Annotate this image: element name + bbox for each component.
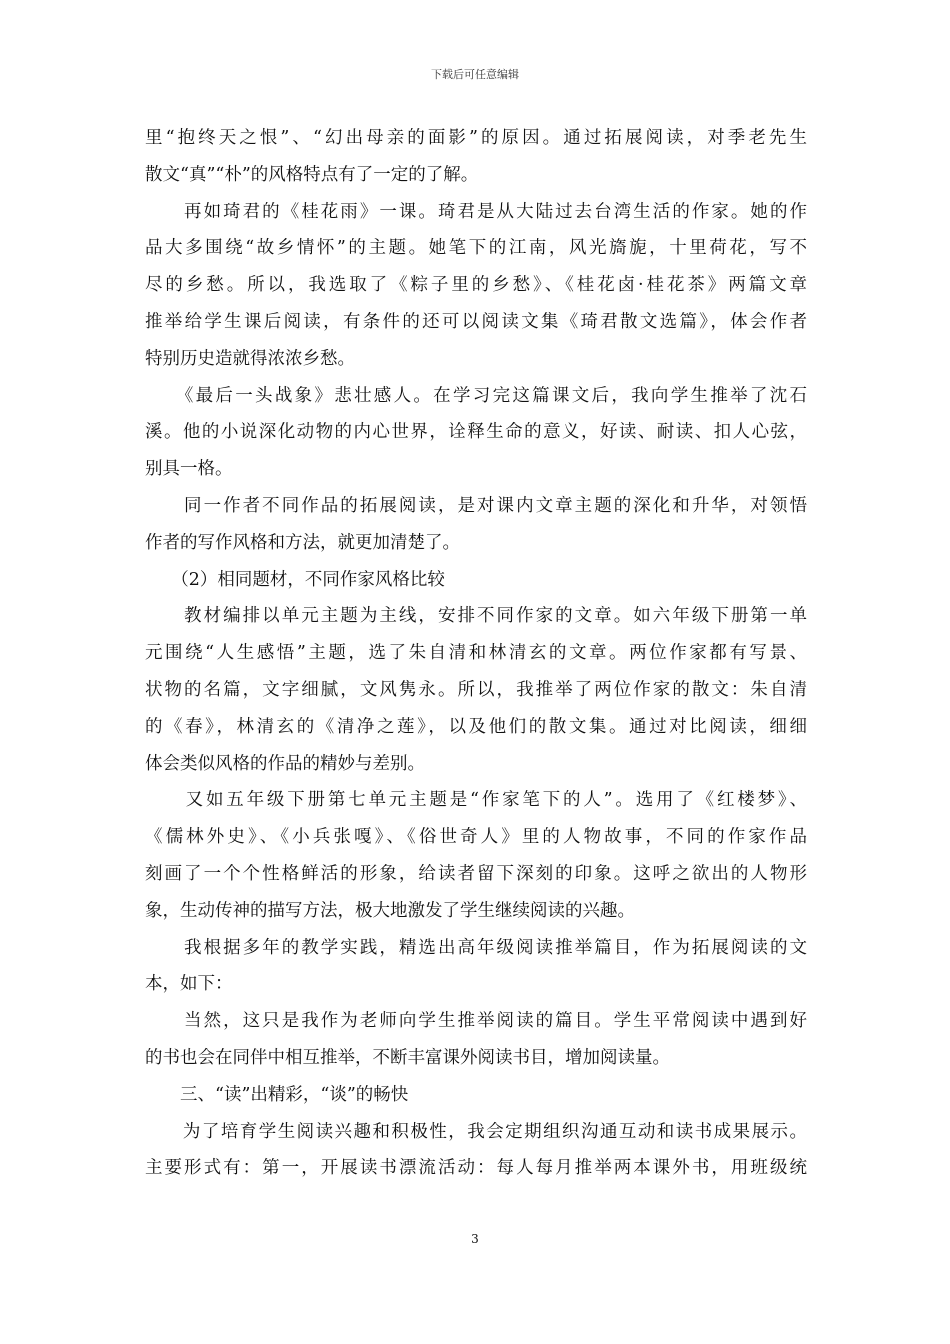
text-line: 尽的乡愁。所以，我选取了《粽子里的乡愁》、《桂花卤·桂花茶》两篇文章 xyxy=(145,275,807,296)
text-line: 的书也会在同伴中相互推举，不断丰富课外阅读书目，增加阅读量。 xyxy=(145,1047,670,1068)
text-line: 作者的写作风格和方法，就更加清楚了。 xyxy=(145,532,460,553)
text-line: 特别历史造就得浓浓乡愁。 xyxy=(145,348,355,369)
text-line: 《最后一头战象》悲壮感人。在学习完这篇课文后，我向学生推举了沈石 xyxy=(145,385,807,406)
text-line: 同一作者不同作品的拓展阅读，是对课内文章主题的深化和升华，对领悟 xyxy=(145,495,807,516)
page-header: 下载后可任意编辑 xyxy=(431,68,519,81)
body-text xyxy=(145,120,807,1187)
text-line: 状物的名篇，文字细腻，文风隽永。所以，我推举了两位作家的散文：朱自清 xyxy=(145,679,807,700)
text-line: 又如五年级下册第七单元主题是“作家笔下的人”。选用了《红楼梦》、 xyxy=(145,790,807,811)
text-line: 别具一格。 xyxy=(145,459,233,480)
text-line: 我根据多年的教学实践，精选出高年级阅读推举篇目，作为拓展阅读的文 xyxy=(145,937,807,958)
text-line: 品大多围绕“故乡情怀”的主题。她笔下的江南，风光旖旎，十里荷花，写不 xyxy=(145,238,807,259)
text-line: 推举给学生课后阅读，有条件的还可以阅读文集《琦君散文选篇》，体会作者 xyxy=(145,311,807,332)
text-line: 里“抱终天之恨”、“幻出母亲的面影”的原因。通过拓展阅读，对季老先生 xyxy=(145,128,807,148)
text-line: 散文“真”“朴”的风格特点有了一定的了解。 xyxy=(145,164,479,185)
text-line: 元围绕“人生感悟”主题，选了朱自清和林清玄的文章。两位作家都有写景、 xyxy=(145,643,807,664)
text-line: 象，生动传神的描写方法，极大地激发了学生继续阅读的兴趣。 xyxy=(145,900,635,921)
text-line: 溪。他的小说深化动物的内心世界，诠释生命的意义，好读、耐读、扣人心弦， xyxy=(145,422,807,443)
text-line: 教材编排以单元主题为主线，安排不同作家的文章。如六年级下册第一单 xyxy=(145,606,807,627)
text-line: （2）相同题材，不同作家风格比较 xyxy=(145,569,445,590)
text-line: 主要形式有：第一，开展读书漂流活动：每人每月推举两本课外书，用班级统 xyxy=(145,1158,807,1179)
text-line: 刻画了一个个性格鲜活的形象，给读者留下深刻的印象。这呼之欲出的人物形 xyxy=(145,863,807,884)
text-line: 再如琦君的《桂花雨》一课。琦君是从大陆过去台湾生活的作家。她的作 xyxy=(145,201,807,222)
text-line: 当然，这只是我作为老师向学生推举阅读的篇目。学生平常阅读中遇到好 xyxy=(145,1011,807,1032)
text-line: 《儒林外史》、《小兵张嘎》、《俗世奇人》里的人物故事，不同的作家作品 xyxy=(145,827,807,848)
page-number: 3 xyxy=(471,1232,479,1246)
text-line: 的《春》，林清玄的《清净之莲》，以及他们的散文集。通过对比阅读，细细 xyxy=(145,716,807,737)
text-line: 三、“读”出精彩，“谈”的畅快 xyxy=(145,1084,409,1105)
text-line: 本，如下： xyxy=(145,974,233,995)
text-line: 为了培育学生阅读兴趣和积极性，我会定期组织沟通互动和读书成果展示。 xyxy=(145,1121,807,1142)
text-line: 体会类似风格的作品的精妙与差别。 xyxy=(145,753,425,774)
